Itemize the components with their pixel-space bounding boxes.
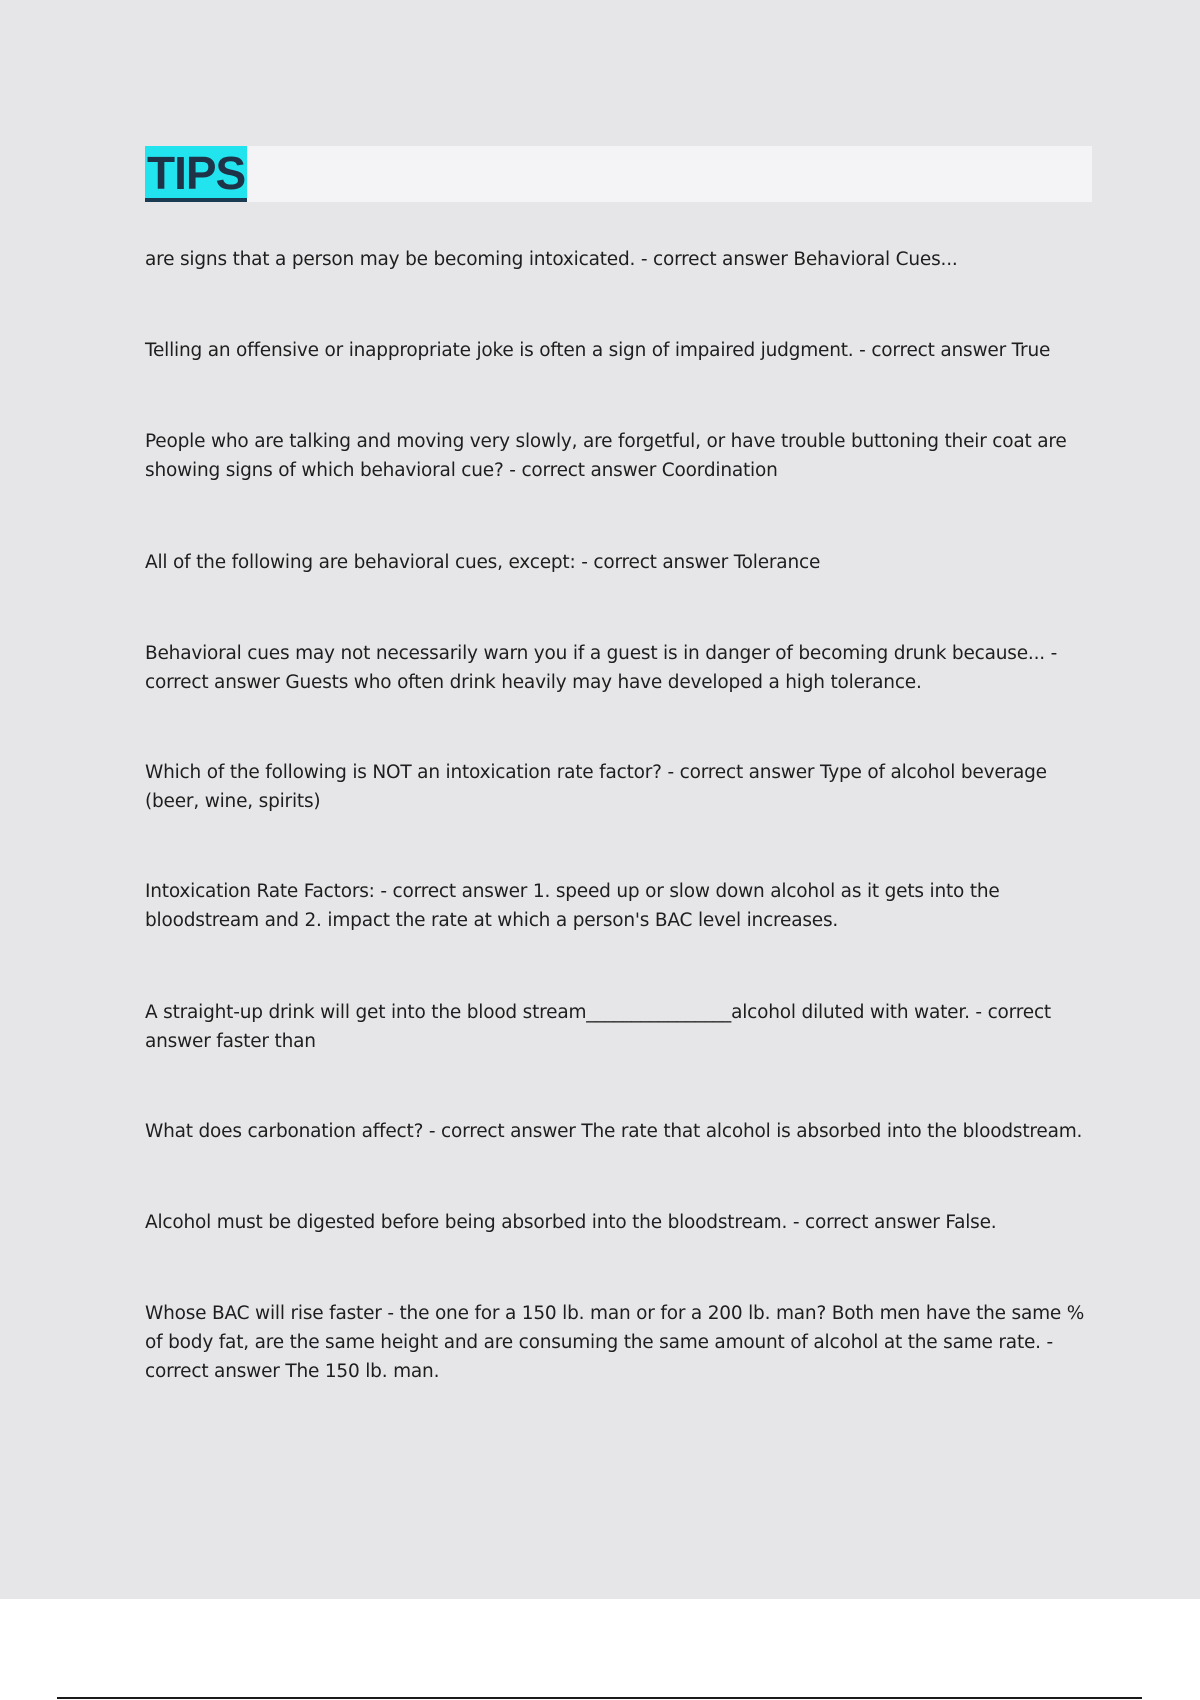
- qa-item: Alcohol must be digested before being absorbed into the bloodstream. - correct answer False.: [145, 1212, 997, 1233]
- qa-item: All of the following are behavioral cues, except: - correct answer Tolerance: [145, 552, 821, 573]
- title-bar: [145, 146, 1092, 202]
- qa-item: Telling an offensive or inappropriate joke is often a sign of impaired judgment. - correct answer True: [145, 340, 1051, 361]
- qa-item: Intoxication Rate Factors: - correct answer 1. speed up or slow down alcohol as it gets into the bloodstream and 2. impact the rate at which a person's BAC level increases.: [145, 881, 1000, 931]
- footer-divider: [57, 1697, 1142, 1699]
- qa-item: Behavioral cues may not necessarily warn you if a guest is in danger of becoming drunk because... - correct answer Guests who often drink heavily may have developed a high tolerance.: [145, 643, 1058, 693]
- document-title: TIPS: [145, 146, 247, 202]
- qa-item: What does carbonation affect? - correct answer The rate that alcohol is absorbed into the bloodstream.: [145, 1121, 1083, 1142]
- qa-item: are signs that a person may be becoming intoxicated. - correct answer Behavioral Cues...: [145, 249, 958, 270]
- qa-item: A straight-up drink will get into the blood stream________________alcohol diluted with water. - correct answer faster than: [145, 1002, 1051, 1052]
- qa-item: Whose BAC will rise faster - the one for a 150 lb. man or for a 200 lb. man? Both men have the same % of body fat, are the same height and are consuming the same amount of alcohol at the same rate. - correct answer The 150 lb. man.: [145, 1303, 1085, 1382]
- qa-item: People who are talking and moving very slowly, are forgetful, or have trouble buttoning their coat are showing signs of which behavioral cue? - correct answer Coordination: [145, 431, 1067, 481]
- qa-item: Which of the following is NOT an intoxication rate factor? - correct answer Type of alcohol beverage (beer, wine, spirits): [145, 762, 1047, 812]
